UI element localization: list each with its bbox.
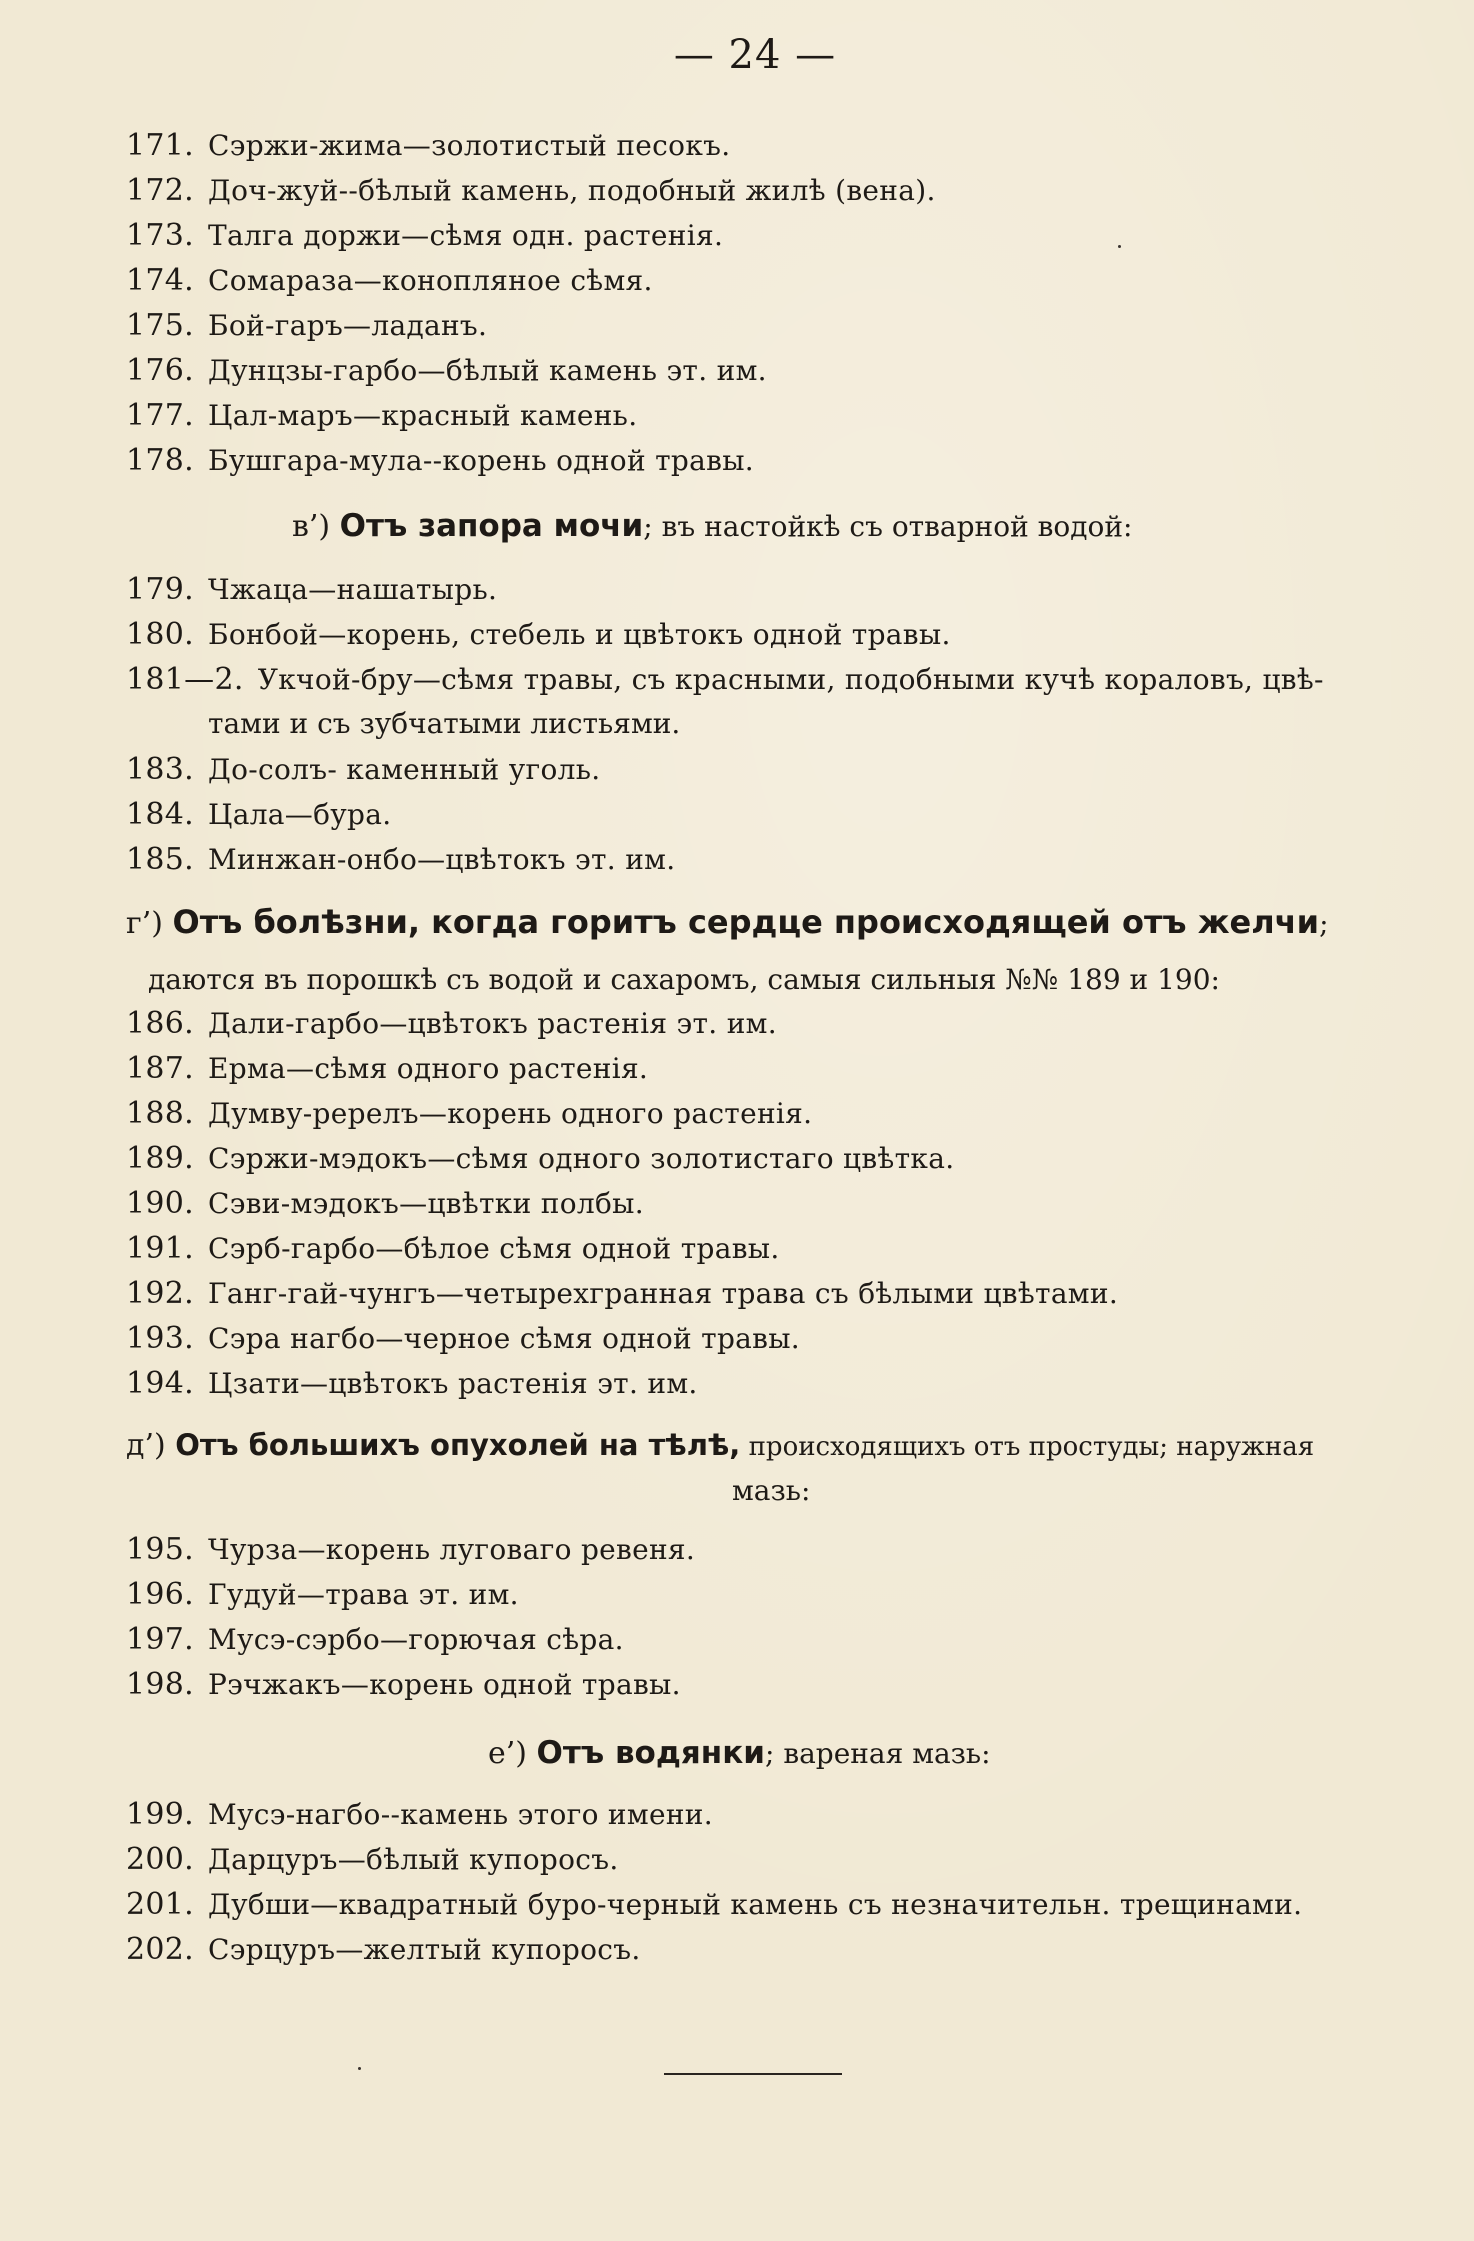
item-text: Талга доржи—сѣмя одн. растенія.: [208, 219, 724, 252]
item-text: До-солъ- каменный уголь.: [208, 753, 601, 786]
item-number: 201.: [126, 1887, 194, 1922]
item-number: 200.: [126, 1842, 194, 1877]
item-text: Бушгара-мула--корень одной травы.: [208, 444, 754, 477]
list-item: [112, 1186, 644, 1221]
item-text: Чжаца—нашатырь.: [208, 573, 498, 606]
item-text: Дали-гарбо—цвѣтокъ растенія эт. им.: [208, 1007, 777, 1040]
list-item: [112, 173, 936, 208]
list-item: [112, 797, 391, 832]
list-item: [112, 1622, 624, 1657]
list-item: [112, 218, 723, 253]
section-title: Отъ большихъ опухолей на тѣлѣ,: [175, 1428, 741, 1462]
list-item: [112, 353, 767, 388]
section-rest: ;: [1319, 907, 1329, 940]
item-number: 186.: [126, 1006, 194, 1041]
item-text: Сэрб-гарбо—бѣлое сѣмя одной травы.: [208, 1232, 780, 1265]
item-number: 189.: [126, 1141, 194, 1176]
item-text: Чурза—корень луговаго ревеня.: [208, 1533, 696, 1566]
item-number: 188.: [126, 1096, 194, 1131]
item-text: Дарцуръ—бѣлый купоросъ.: [208, 1843, 619, 1876]
list-item: [112, 1842, 619, 1877]
list-item: [112, 263, 653, 298]
item-text: Бонбой—корень, стебель и цвѣтокъ одной травы.: [208, 618, 951, 651]
list-item: [112, 1321, 800, 1356]
item-text: Минжан-онбо—цвѣтокъ эт. им.: [208, 843, 676, 876]
item-text: Сэржи-жима—золотистый песокъ.: [208, 129, 731, 162]
section-heading-g: [126, 903, 1329, 941]
item-text: Рэчжакъ—корень одной травы.: [208, 1668, 681, 1701]
item-number: 174.: [126, 263, 194, 298]
list-item: [112, 1887, 1302, 1922]
list-item: [112, 1006, 777, 1041]
section-rest: ; вареная мазь:: [764, 1737, 991, 1770]
list-item: [112, 308, 487, 343]
item-text: Дунцзы-гарбо—бѣлый камень эт. им.: [208, 354, 767, 387]
item-text: Ганг-гай-чунгъ—четырехгранная трава съ бѣлыми цвѣтами.: [208, 1277, 1119, 1310]
section-prefix: е’): [488, 1736, 537, 1771]
list-item: [112, 128, 730, 163]
item-number: 176.: [126, 353, 194, 388]
list-item: [112, 617, 951, 652]
list-item: [112, 1667, 681, 1702]
section-heading-d: [126, 1428, 1314, 1463]
list-item: [112, 1932, 641, 1967]
list-item: [112, 1276, 1118, 1311]
item-number: 194.: [126, 1366, 194, 1401]
item-number: 190.: [126, 1186, 194, 1221]
item-number: 172.: [126, 173, 194, 208]
item-number: 199.: [126, 1797, 194, 1832]
item-text: Цал-маръ—красный камень.: [208, 399, 638, 432]
section-title: Отъ водянки: [536, 1735, 765, 1771]
list-item: [112, 1141, 954, 1176]
section-heading-v: [292, 508, 1132, 544]
item-number: 179.: [126, 572, 194, 607]
list-item: [112, 842, 675, 877]
item-number: 177.: [126, 398, 194, 433]
ink-speck: [358, 2067, 361, 2070]
item-number: 180.: [126, 617, 194, 652]
item-text: Сэржи-мэдокъ—сѣмя одного золотистаго цвѣтка.: [208, 1142, 955, 1175]
item-number: 192.: [126, 1276, 194, 1311]
section-prefix: д’): [126, 1428, 176, 1463]
list-item: [126, 662, 1324, 697]
list-item: [112, 752, 600, 787]
list-item: [112, 398, 637, 433]
item-number: 173.: [126, 218, 194, 253]
item-text: Бой-гаръ—ладанъ.: [208, 309, 488, 342]
list-item: [112, 572, 497, 607]
item-number: 183.: [126, 752, 194, 787]
item-text: Ерма—сѣмя одного растенія.: [208, 1052, 649, 1085]
item-text: Думву-ререлъ—корень одного растенія.: [208, 1097, 813, 1130]
item-text: Сэви-мэдокъ—цвѣтки полбы.: [208, 1187, 644, 1220]
item-number: 197.: [126, 1622, 194, 1657]
item-number: 187.: [126, 1051, 194, 1086]
item-number: 181—2.: [126, 662, 244, 697]
section-rest: происходящихъ отъ простуды; наружная: [740, 1432, 1315, 1462]
list-item: [112, 1051, 648, 1086]
item-text: Сэра нагбо—черное сѣмя одной травы.: [208, 1322, 801, 1355]
page-number: — 24 —: [673, 32, 837, 78]
section-title: Отъ запора мочи: [339, 508, 644, 544]
section-prefix: в’): [292, 509, 340, 544]
item-number: 178.: [126, 443, 194, 478]
item-text: Мусэ-нагбо--камень этого имени.: [208, 1798, 713, 1831]
item-number: 195.: [126, 1532, 194, 1567]
item-number: 184.: [126, 797, 194, 832]
item-text: Мусэ-сэрбо—горючая сѣра.: [208, 1623, 624, 1656]
ink-speck: [1118, 245, 1121, 248]
section-title: Отъ болѣзни, когда горитъ сердце происходящей отъ желчи: [172, 903, 1320, 941]
list-item: [112, 1532, 695, 1567]
section-subtitle-d: мазь:: [732, 1474, 811, 1507]
item-text: Дубши—квадратный буро-черный камень съ незначительн. трещинами.: [208, 1888, 1303, 1921]
list-item: [112, 1366, 698, 1401]
item-number: 196.: [126, 1577, 194, 1612]
list-item: [112, 1797, 713, 1832]
list-item: [112, 443, 754, 478]
list-item: [112, 1577, 519, 1612]
list-item-continuation: тами и съ зубчатыми листьями.: [208, 707, 681, 740]
list-item: [112, 1096, 812, 1131]
item-text: Сэрцуръ—желтый купоросъ.: [208, 1933, 641, 1966]
section-subtitle-g: даются въ порошкѣ съ водой и сахаромъ, самыя сильныя №№ 189 и 190:: [148, 963, 1220, 996]
item-text: Цала—бура.: [208, 798, 392, 831]
list-item: [112, 1231, 780, 1266]
item-number: 198.: [126, 1667, 194, 1702]
section-prefix: г’): [126, 906, 173, 941]
item-number: 175.: [126, 308, 194, 343]
section-heading-e: [488, 1735, 991, 1771]
item-number: 171.: [126, 128, 194, 163]
item-text: Сомараза—конопляное сѣмя.: [208, 264, 653, 297]
end-rule: [664, 2073, 842, 2075]
section-rest: ; въ настойкѣ съ отварной водой:: [643, 510, 1133, 543]
item-number: 185.: [126, 842, 194, 877]
item-number: 191.: [126, 1231, 194, 1266]
item-number: 193.: [126, 1321, 194, 1356]
item-text: Гудуй—трава эт. им.: [208, 1578, 519, 1611]
item-text: Укчой-бру—сѣмя травы, съ красными, подобными кучѣ кораловъ, цвѣ-: [257, 663, 1324, 696]
item-text: Цзати—цвѣтокъ растенія эт. им.: [208, 1367, 698, 1400]
item-text: Доч-жуй--бѣлый камень, подобный жилѣ (вена).: [208, 174, 936, 207]
item-number: 202.: [126, 1932, 194, 1967]
